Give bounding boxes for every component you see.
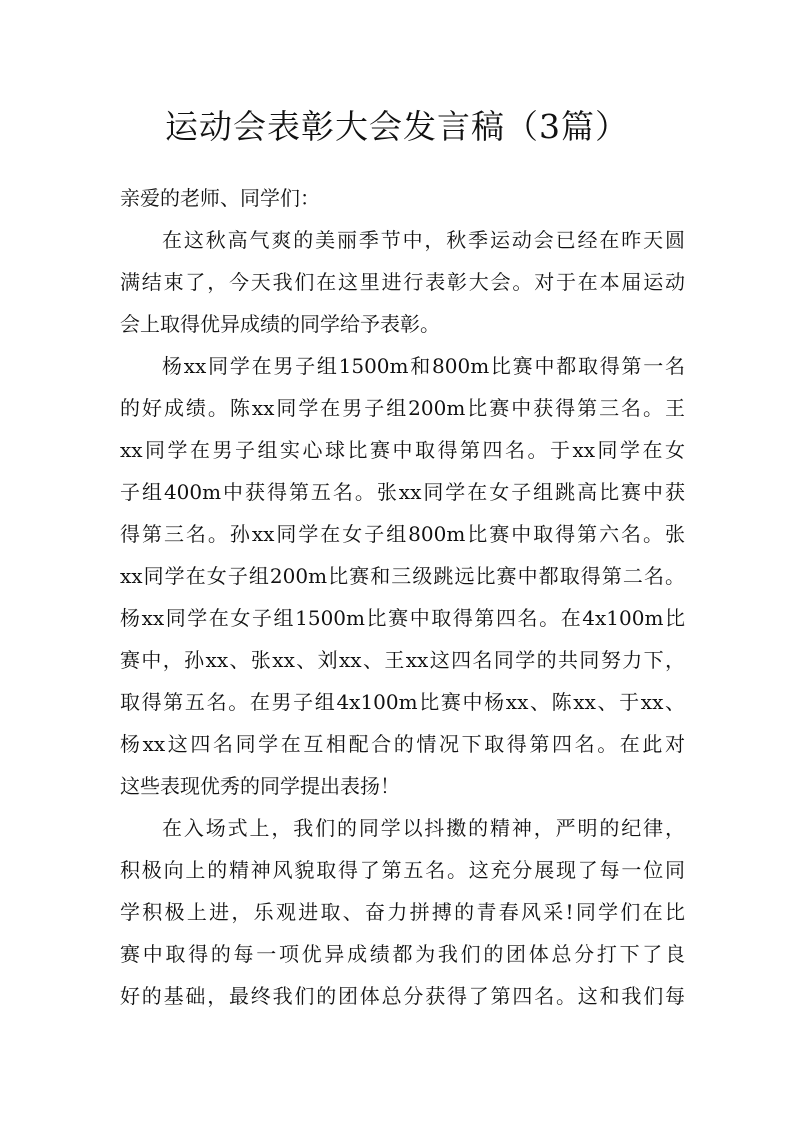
- paragraph-line: 在这秋高气爽的美丽季节中，秋季运动会已经在昨天圆: [162, 228, 685, 252]
- paragraph-3: [120, 807, 685, 1017]
- paragraph-line: 满结束了，今天我们在这里进行表彰大会。对于在本届运动: [120, 270, 685, 294]
- paragraph-line: 学积极上进，乐观进取、奋力拼搏的青春风采!同学们在比: [120, 900, 685, 924]
- paragraph-line: 在入场式上，我们的同学以抖擞的精神，严明的纪律，: [162, 816, 685, 840]
- document-body: [120, 177, 685, 1017]
- paragraph-line: 得第三名。孙xx同学在女子组800m比赛中取得第六名。张: [120, 522, 685, 546]
- paragraph-line: 赛中取得的每一项优异成绩都为我们的团体总分打下了良: [120, 942, 685, 966]
- paragraph-line: 好的基础，最终我们的团体总分获得了第四名。这和我们每: [120, 984, 685, 1008]
- paragraph-line: xx同学在男子组实心球比赛中取得第四名。于xx同学在女: [120, 438, 685, 462]
- paragraph-line: 的好成绩。陈xx同学在男子组200m比赛中获得第三名。王: [120, 396, 685, 420]
- paragraph-line: 子组400m中获得第五名。张xx同学在女子组跳高比赛中获: [120, 480, 685, 504]
- paragraph-line: 杨xx这四名同学在互相配合的情况下取得第四名。在此对: [120, 732, 685, 756]
- paragraph-line: 这些表现优秀的同学提出表扬！: [120, 774, 400, 798]
- paragraph-line: 积极向上的精神风貌取得了第五名。这充分展现了每一位同: [120, 858, 685, 882]
- paragraph-1: [120, 219, 685, 345]
- paragraph-2: [120, 345, 685, 807]
- paragraph-line: 会上取得优异成绩的同学给予表彰。: [120, 312, 440, 336]
- greeting: 亲爱的老师、同学们：: [120, 186, 320, 210]
- paragraph-line: 赛中，孙xx、张xx、刘xx、王xx这四名同学的共同努力下，: [120, 648, 685, 672]
- paragraph-line: xx同学在女子组200m比赛和三级跳远比赛中都取得第二名。: [120, 564, 685, 588]
- paragraph-line: 杨xx同学在男子组1500m和800m比赛中都取得第一名: [162, 354, 685, 378]
- document-title: 运动会表彰大会发言稿（3篇）: [165, 107, 629, 146]
- paragraph-line: 取得第五名。在男子组4x100m比赛中杨xx、陈xx、于xx、: [120, 690, 685, 714]
- paragraph-line: 杨xx同学在女子组1500m比赛中取得第四名。在4x100m比: [120, 606, 685, 630]
